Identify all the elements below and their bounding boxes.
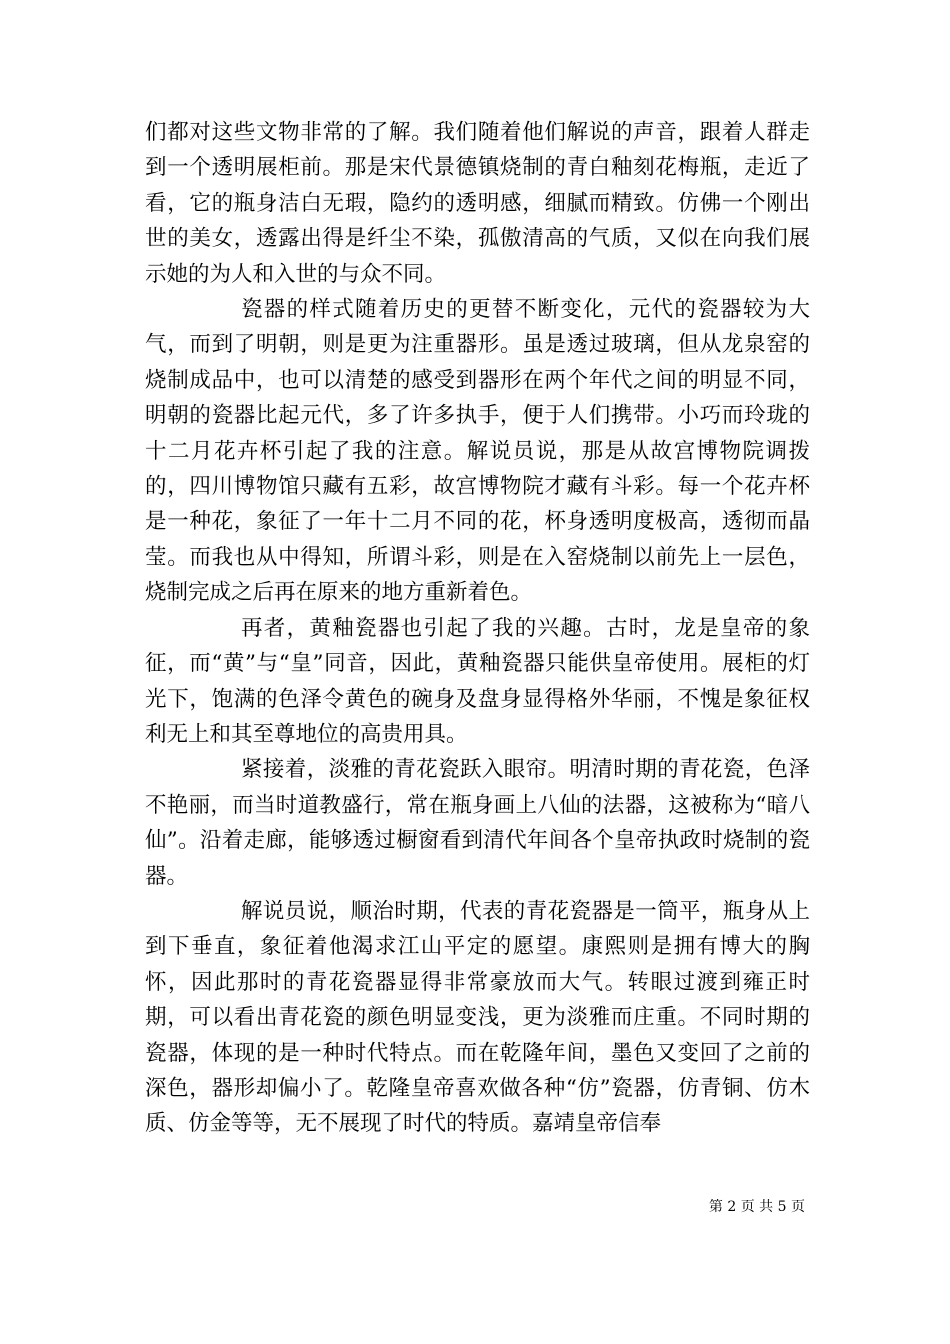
paragraph-qing-emperors: 解说员说，顺治时期，代表的青花瓷器是一筒平，瓶身从上到下垂直，象征着他渴求江山平定的愿望。康熙则是拥有博大的胸怀，因此那时的青花瓷器显得非常豪放而大气。转眼过渡到雍正时期，可以看出青花瓷的颜色明显变浅，更为淡雅而庄重。不同时期的瓷器，体现的是一种时代特点。而在乾隆年间，墨色又变回了之前的深色，器形却偏小了。乾隆皇帝喜欢做各种“仿”瓷器，仿青铜、仿木质、仿金等等，无不展现了时代的特质。嘉靖皇帝信奉 bbox=[145, 898, 810, 1137]
paragraph-continuation: 们都对这些文物非常的了解。我们随着他们解说的声音，跟着人群走到一个透明展柜前。那是宋代景德镇烧制的青白釉刻花梅瓶，走近了看，它的瓶身洁白无瑕，隐约的透明感，细腻而精致。仿佛一个刚出世的美女，透露出得是纤尘不染，孤傲清高的气质，又似在向我们展示她的为人和入世的与众不同。 bbox=[145, 120, 810, 287]
paragraph-yellow-glaze: 再者，黄釉瓷器也引起了我的兴趣。古时，龙是皇帝的象征，而“黄”与“皇”同音，因此，黄釉瓷器只能供皇帝使用。展柜的灯光下，饱满的色泽令黄色的碗身及盘身显得格外华丽，不愧是象征权利无上和其至尊地位的高贵用具。 bbox=[145, 615, 810, 747]
paragraph-blue-white: 紧接着，淡雅的青花瓷跃入眼帘。明清时期的青花瓷，色泽不艳丽，而当时道教盛行，常在瓶身画上八仙的法器，这被称为“暗八仙”。沿着走廊，能够透过橱窗看到清代年间各个皇帝执政时烧制的瓷器。 bbox=[145, 757, 810, 889]
page-number-footer: 第 2 页 共 5 页 bbox=[708, 1199, 805, 1215]
document-body bbox=[145, 115, 810, 1142]
paragraph-porcelain-styles: 瓷器的样式随着历史的更替不断变化，元代的瓷器较为大气，而到了明朝，则是更为注重器形。虽是透过玻璃，但从龙泉窑的烧制成品中，也可以清楚的感受到器形在两个年代之间的明显不同，明朝的瓷器比起元代，多了许多执手，便于人们携带。小巧而玲珑的十二月花卉杯引起了我的注意。解说员说，那是从故宫博物院调拨的，四川博物馆只藏有五彩，故宫博物院才藏有斗彩。每一个花卉杯是一种花，象征了一年十二月不同的花，杯身透明度极高，透彻而晶莹。而我也从中得知，所谓斗彩，则是在入窑烧制以前先上一层色，烧制完成之后再在原来的地方重新着色。 bbox=[145, 297, 810, 606]
